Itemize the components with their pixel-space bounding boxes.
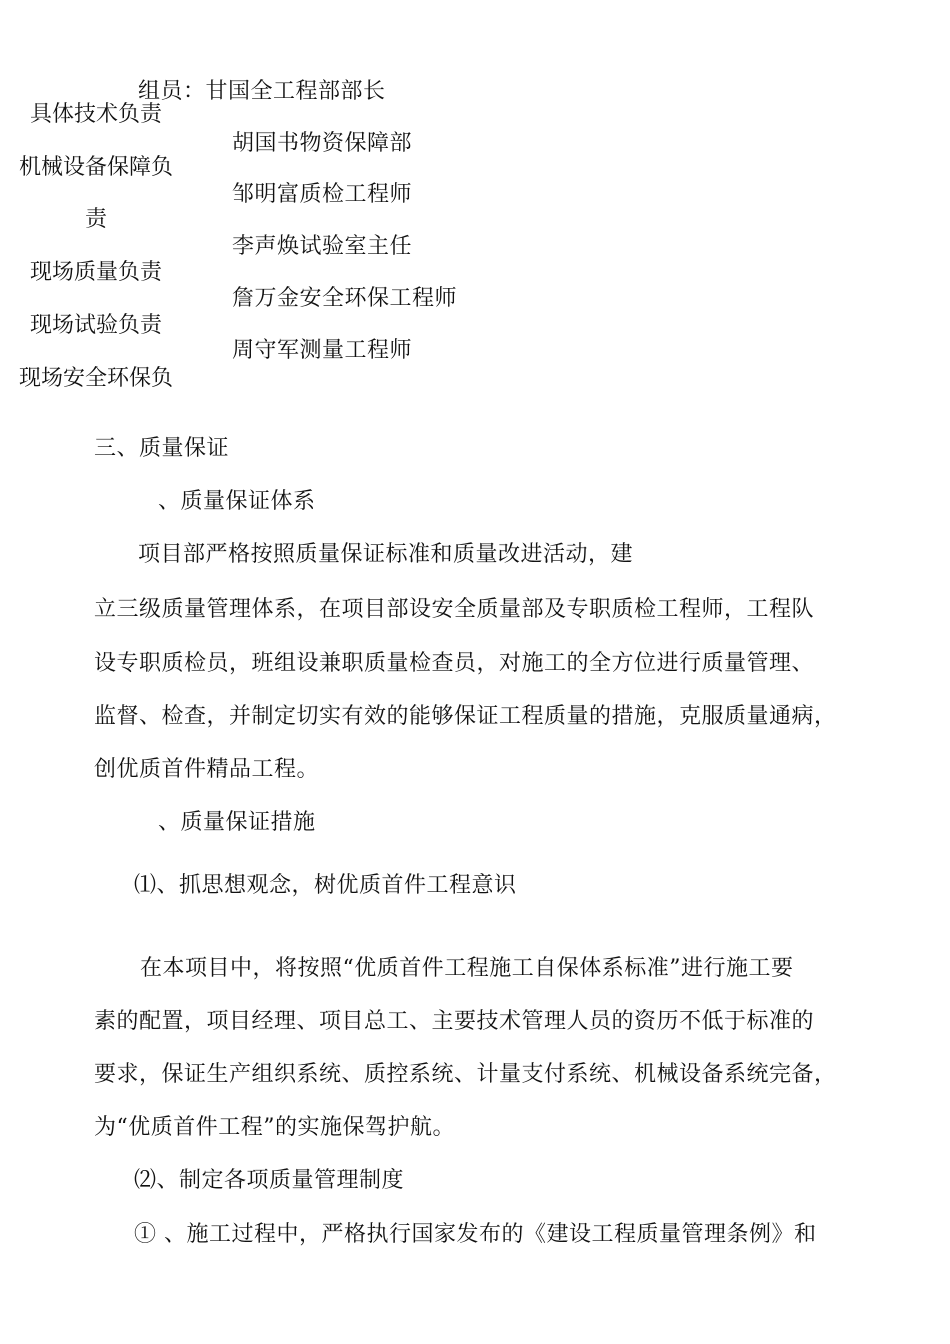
paragraph-line: 创优质首件精品工程。 (94, 757, 320, 782)
role-label: 现场试验负责 (29, 313, 162, 338)
member-line: 胡国书物资保障部 (232, 131, 413, 156)
member-line: 邹明富质检工程师 (232, 182, 413, 207)
paragraph-line: 在本项目中，将按照“优质首件工程施工自保体系标准”进行施工要 (140, 956, 794, 981)
list-item: ① 、施工过程中，严格执行国家发布的《建设工程质量管理条例》和 (134, 1222, 817, 1247)
role-label: 机械设备保障负 (18, 155, 173, 180)
role-label: 具体技术负责 (29, 102, 162, 127)
paragraph-line: 要求，保证生产组织系统、质控系统、计量支付系统、机械设备系统完备， (94, 1062, 837, 1087)
member-line: 李声焕试验室主任 (232, 234, 413, 259)
role-label: 现场质量负责 (29, 260, 162, 285)
member-line: 詹万金安全环保工程师 (232, 286, 458, 311)
paragraph-line: 项目部严格按照质量保证标准和质量改进活动，建 (138, 542, 634, 567)
team-leader-line: 组员：甘国全工程部部长 (138, 79, 386, 104)
member-line: 周守军测量工程师 (232, 338, 413, 363)
subsection-heading: 、质量保证体系 (158, 489, 316, 514)
paragraph-line: 为“优质首件工程”的实施保驾护航。 (94, 1115, 455, 1140)
section-heading: 三、质量保证 (94, 436, 230, 461)
paragraph-line: 设专职质检员，班组设兼职质量检查员，对施工的全方位进行质量管理、 (94, 651, 815, 676)
role-label: 责 (84, 207, 107, 232)
list-item: ⑵、制定各项质量管理制度 (134, 1168, 405, 1193)
paragraph-line: 监督、检查，并制定切实有效的能够保证工程质量的措施，克服质量通病， (94, 704, 837, 729)
paragraph-line: 立三级质量管理体系，在项目部设安全质量部及专职质检工程师，工程队 (94, 597, 815, 622)
role-label: 现场安全环保负 (18, 366, 173, 391)
list-item: ⑴、抓思想观念，树优质首件工程意识 (134, 873, 517, 898)
paragraph-line: 素的配置，项目经理、项目总工、主要技术管理人员的资历不低于标准的 (94, 1009, 815, 1034)
subsection-heading: 、质量保证措施 (158, 810, 316, 835)
